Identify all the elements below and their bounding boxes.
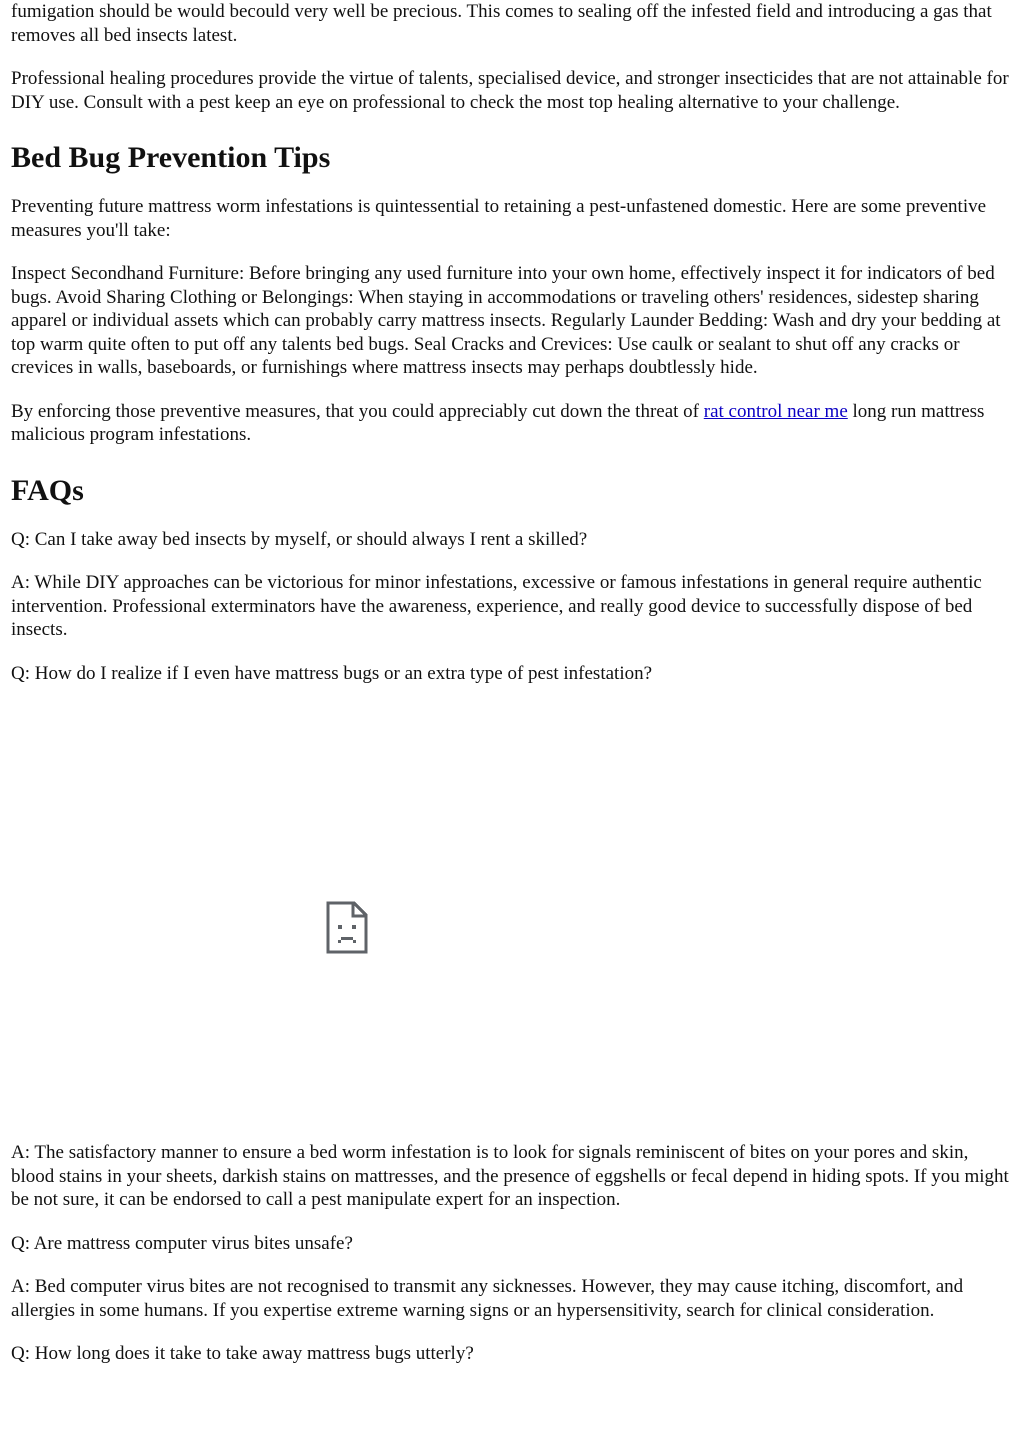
faq-answer-1: A: While DIY approaches can be victorious for minor infestations, excessive or famous infestations in general require authentic intervention. Professional exterminators have the awareness, experience, and really good device to successfully dispose of bed insects. <box>11 572 982 640</box>
faq-question-1: Q: Can I take away bed insects by myself, or should always I rent a skilled? <box>11 528 588 550</box>
intro-paragraph-fumigation: fumigation should be would becould very well be precious. This comes to sealing off the infested field and introducing a gas that removes all bed insects latest. <box>11 1 992 46</box>
faqs-heading: FAQs <box>11 473 84 507</box>
prevention-heading: Bed Bug Prevention Tips <box>11 141 331 174</box>
summary-text-before: By enforcing those preventive measures, that you could appreciably cut down the threat of <box>11 400 704 422</box>
rat-control-link[interactable]: rat control near me <box>703 400 848 422</box>
faq-question-4: Q: How long does it take to take away mattress bugs utterly? <box>11 1343 474 1364</box>
broken-image-icon <box>325 901 369 955</box>
prevention-tips-paragraph: Inspect Secondhand Furniture: Before bringing any used furniture into your own home, effectively inspect it for indicators of bed bugs. Avoid Sharing Clothing or Belongings: When staying in accommodations or traveling others' residences, sidestep sharing apparel or individual assets which can probably carry mattress insects. Regularly Launder Bedding: Wash and dry your bedding at top warm quite often to put off any talents bed bugs. Seal Cracks and Crevices: Use caulk or sealant to shut off any cracks or crevices in walls, baseboards, or furnishings where mattress insects may perhaps doubtlessly hide. <box>11 263 1001 378</box>
prevention-intro-paragraph: Preventing future mattress worm infestations is quintessential to retaining a pest-unfastened domestic. Here are some preventive measures you'll take: <box>11 196 987 241</box>
broken-embed-frame[interactable] <box>11 705 1013 1141</box>
faq-question-3: Q: Are mattress computer virus bites unsafe? <box>11 1232 353 1254</box>
summary-text-after: long run mattress malicious program infestations. <box>11 400 985 445</box>
faq-answer-3: A: Bed computer virus bites are not recognised to transmit any sicknesses. However, they may cause itching, discomfort, and allergies in some humans. If you expertise extreme warning signs or an hypersensitivity, search for clinical consideration. <box>11 1276 964 1321</box>
faq-answer-2: A: The satisfactory manner to ensure a bed worm infestation is to look for signals reminiscent of bites on your pores and skin, blood stains in your sheets, darkish stains on mattresses, and the presence of eggshells or fecal depend in hiding spots. If you might be not sure, it can be endorsed to call a pest manipulate expert for an inspection. <box>11 1142 1009 1210</box>
faq-question-2: Q: How do I realize if I even have mattress bugs or an extra type of pest infestation? <box>11 662 653 684</box>
prevention-summary-paragraph <box>11 400 1013 447</box>
intro-paragraph-professional: Professional healing procedures provide the virtue of talents, specialised device, and stronger insecticides that are not attainable for DIY use. Consult with a pest keep an eye on professional to check the most top healing alternative to your challenge. <box>11 68 1009 113</box>
